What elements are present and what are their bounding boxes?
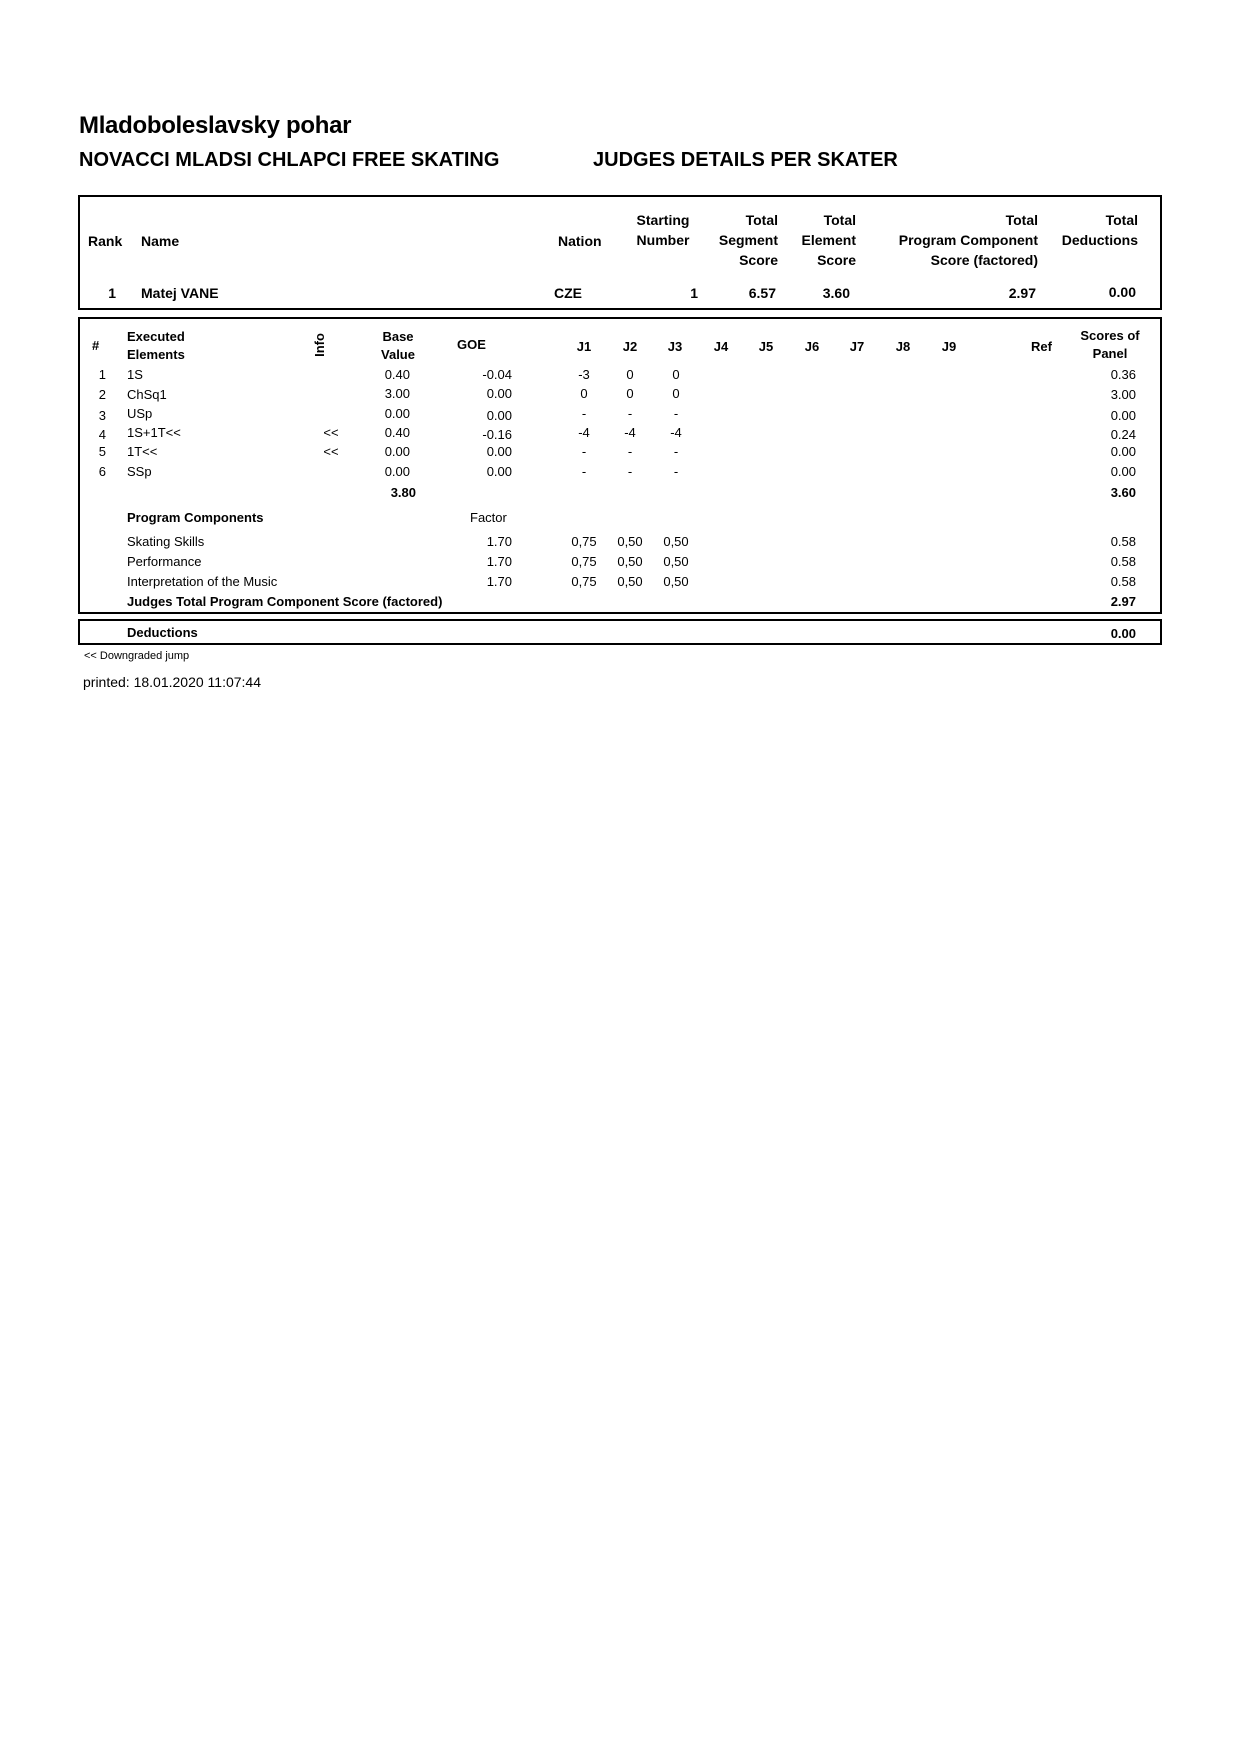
- pc-j3: 0,50: [663, 574, 689, 589]
- row-info: <<: [323, 444, 339, 459]
- printed-timestamp: printed: 18.01.2020 11:07:44: [83, 674, 262, 690]
- event-title: Mladoboleslavsky pohar: [79, 112, 352, 139]
- row-num: 1: [98, 367, 106, 382]
- legend-downgraded-jump: << Downgraded jump: [84, 650, 190, 662]
- row-score: 0.00: [1110, 444, 1136, 459]
- header-j3: J3: [667, 339, 683, 354]
- skater-name: Matej VANE: [141, 285, 219, 301]
- row-j2: 0: [626, 367, 634, 382]
- row-score: 0.00: [1110, 408, 1136, 423]
- pc-j1: 0,75: [571, 574, 597, 589]
- pc-j1: 0,75: [571, 554, 597, 569]
- row-num: 5: [98, 444, 106, 459]
- row-j1: -: [581, 444, 587, 459]
- row-base: 0.00: [384, 406, 410, 421]
- deductions-value: 0.00: [1110, 626, 1136, 641]
- skater-nation: CZE: [554, 285, 582, 301]
- row-score: 0.24: [1110, 427, 1136, 442]
- header-j6: J6: [804, 339, 820, 354]
- row-base: 3.00: [384, 386, 410, 401]
- row-score: 3.00: [1110, 387, 1136, 402]
- header-j4: J4: [713, 339, 729, 354]
- row-j1: -: [581, 464, 587, 479]
- row-info: <<: [323, 425, 339, 440]
- pc-factor: 1.70: [486, 574, 512, 589]
- skater-rank: 1: [108, 285, 116, 301]
- row-base: 0.40: [384, 425, 410, 440]
- row-j2: -: [627, 406, 633, 421]
- pc-j2: 0,50: [617, 554, 643, 569]
- pc-j2: 0,50: [617, 534, 643, 549]
- header-j9: J9: [941, 339, 957, 354]
- category-title: NOVACCI MLADSI CHLAPCI FREE SKATING: [79, 149, 500, 171]
- skater-total-element-score: 3.60: [822, 285, 850, 301]
- row-j3: -: [673, 444, 679, 459]
- skater-summary-box: [78, 195, 1162, 310]
- header-name: Name: [141, 233, 180, 249]
- row-element: 1S: [127, 367, 143, 382]
- row-score: 0.00: [1110, 464, 1136, 479]
- skater-total-deductions: 0.00: [1108, 284, 1136, 300]
- skater-total-segment-score: 6.57: [748, 285, 776, 301]
- row-base: 0.40: [384, 367, 410, 382]
- row-element: SSp: [127, 464, 152, 479]
- row-j1: -: [581, 406, 587, 421]
- pc-name: Interpretation of the Music: [127, 574, 278, 589]
- header-total-segment-score: Total Segment Score: [718, 212, 778, 268]
- row-element: 1T<<: [127, 444, 158, 459]
- row-j1: -3: [578, 367, 590, 382]
- row-goe: 0.00: [486, 444, 512, 459]
- header-executed-elements: Executed Elements: [127, 329, 185, 362]
- row-j3: -4: [670, 425, 682, 440]
- header-info: Info: [312, 333, 327, 357]
- header-j5: J5: [758, 339, 774, 354]
- row-element: USp: [127, 406, 153, 421]
- row-goe: 0.00: [486, 408, 512, 423]
- pc-total-score: 2.97: [1110, 594, 1136, 609]
- row-goe: 0.00: [486, 386, 512, 401]
- skater-starting-number: 1: [690, 285, 698, 301]
- header-goe: GOE: [457, 337, 486, 352]
- pc-score: 0.58: [1110, 534, 1136, 549]
- row-goe: -0.16: [482, 427, 512, 442]
- pc-score: 0.58: [1110, 554, 1136, 569]
- pc-j2: 0,50: [617, 574, 643, 589]
- row-num: 2: [98, 387, 106, 402]
- row-score: 0.36: [1110, 367, 1136, 382]
- report-title: JUDGES DETAILS PER SKATER: [593, 149, 898, 171]
- header-starting-number: Starting Number: [636, 212, 690, 248]
- row-j3: 0: [672, 367, 680, 382]
- row-num: 3: [98, 408, 106, 423]
- header-j1: J1: [576, 339, 592, 354]
- row-j2: 0: [626, 386, 634, 401]
- row-j1: -4: [578, 425, 590, 440]
- pc-j1: 0,75: [571, 534, 597, 549]
- row-goe: 0.00: [486, 464, 512, 479]
- row-goe: -0.04: [482, 367, 512, 382]
- row-j2: -: [627, 444, 633, 459]
- header-j7: J7: [849, 339, 865, 354]
- row-base: 0.00: [384, 444, 410, 459]
- header-ref: Ref: [1031, 339, 1052, 354]
- row-base: 0.00: [384, 464, 410, 479]
- header-j8: J8: [895, 339, 911, 354]
- pc-factor: 1.70: [486, 534, 512, 549]
- header-total-element-score: Total Element Score: [801, 212, 856, 268]
- row-j1: 0: [580, 386, 588, 401]
- elements-box: [78, 317, 1162, 614]
- header-base-value: Base Value: [381, 329, 415, 362]
- row-element: ChSq1: [127, 387, 167, 402]
- header-scores-of-panel: Scores of Panel: [1080, 328, 1140, 361]
- header-rank: Rank: [88, 233, 123, 249]
- header-nation: Nation: [558, 233, 602, 249]
- elements-total-score: 3.60: [1110, 485, 1136, 500]
- elements-total-base: 3.80: [390, 485, 416, 500]
- skater-total-pcs: 2.97: [1008, 285, 1036, 301]
- pc-j3: 0,50: [663, 554, 689, 569]
- pc-name: Performance: [127, 554, 202, 569]
- pc-factor: 1.70: [486, 554, 512, 569]
- row-j2: -: [627, 464, 633, 479]
- row-num: 6: [98, 464, 106, 479]
- pc-factor-label: Factor: [470, 510, 507, 525]
- row-j2: -4: [624, 425, 636, 440]
- row-j3: -: [673, 464, 679, 479]
- pc-j3: 0,50: [663, 534, 689, 549]
- header-total-pcs: Total Program Component Score (factored): [898, 212, 1038, 268]
- row-element: 1S+1T<<: [127, 425, 181, 440]
- row-num: 4: [98, 427, 106, 442]
- header-total-deductions: Total Deductions: [1061, 212, 1138, 248]
- header-j2: J2: [622, 339, 638, 354]
- deductions-label: Deductions: [127, 625, 198, 640]
- pc-score: 0.58: [1110, 574, 1136, 589]
- pc-total-label: Judges Total Program Component Score (factored): [127, 594, 443, 609]
- pc-name: Skating Skills: [127, 534, 205, 549]
- pc-heading: Program Components: [127, 510, 264, 525]
- row-j3: 0: [672, 386, 680, 401]
- header-num: #: [92, 338, 100, 353]
- deductions-box: [78, 619, 1162, 645]
- row-j3: -: [673, 406, 679, 421]
